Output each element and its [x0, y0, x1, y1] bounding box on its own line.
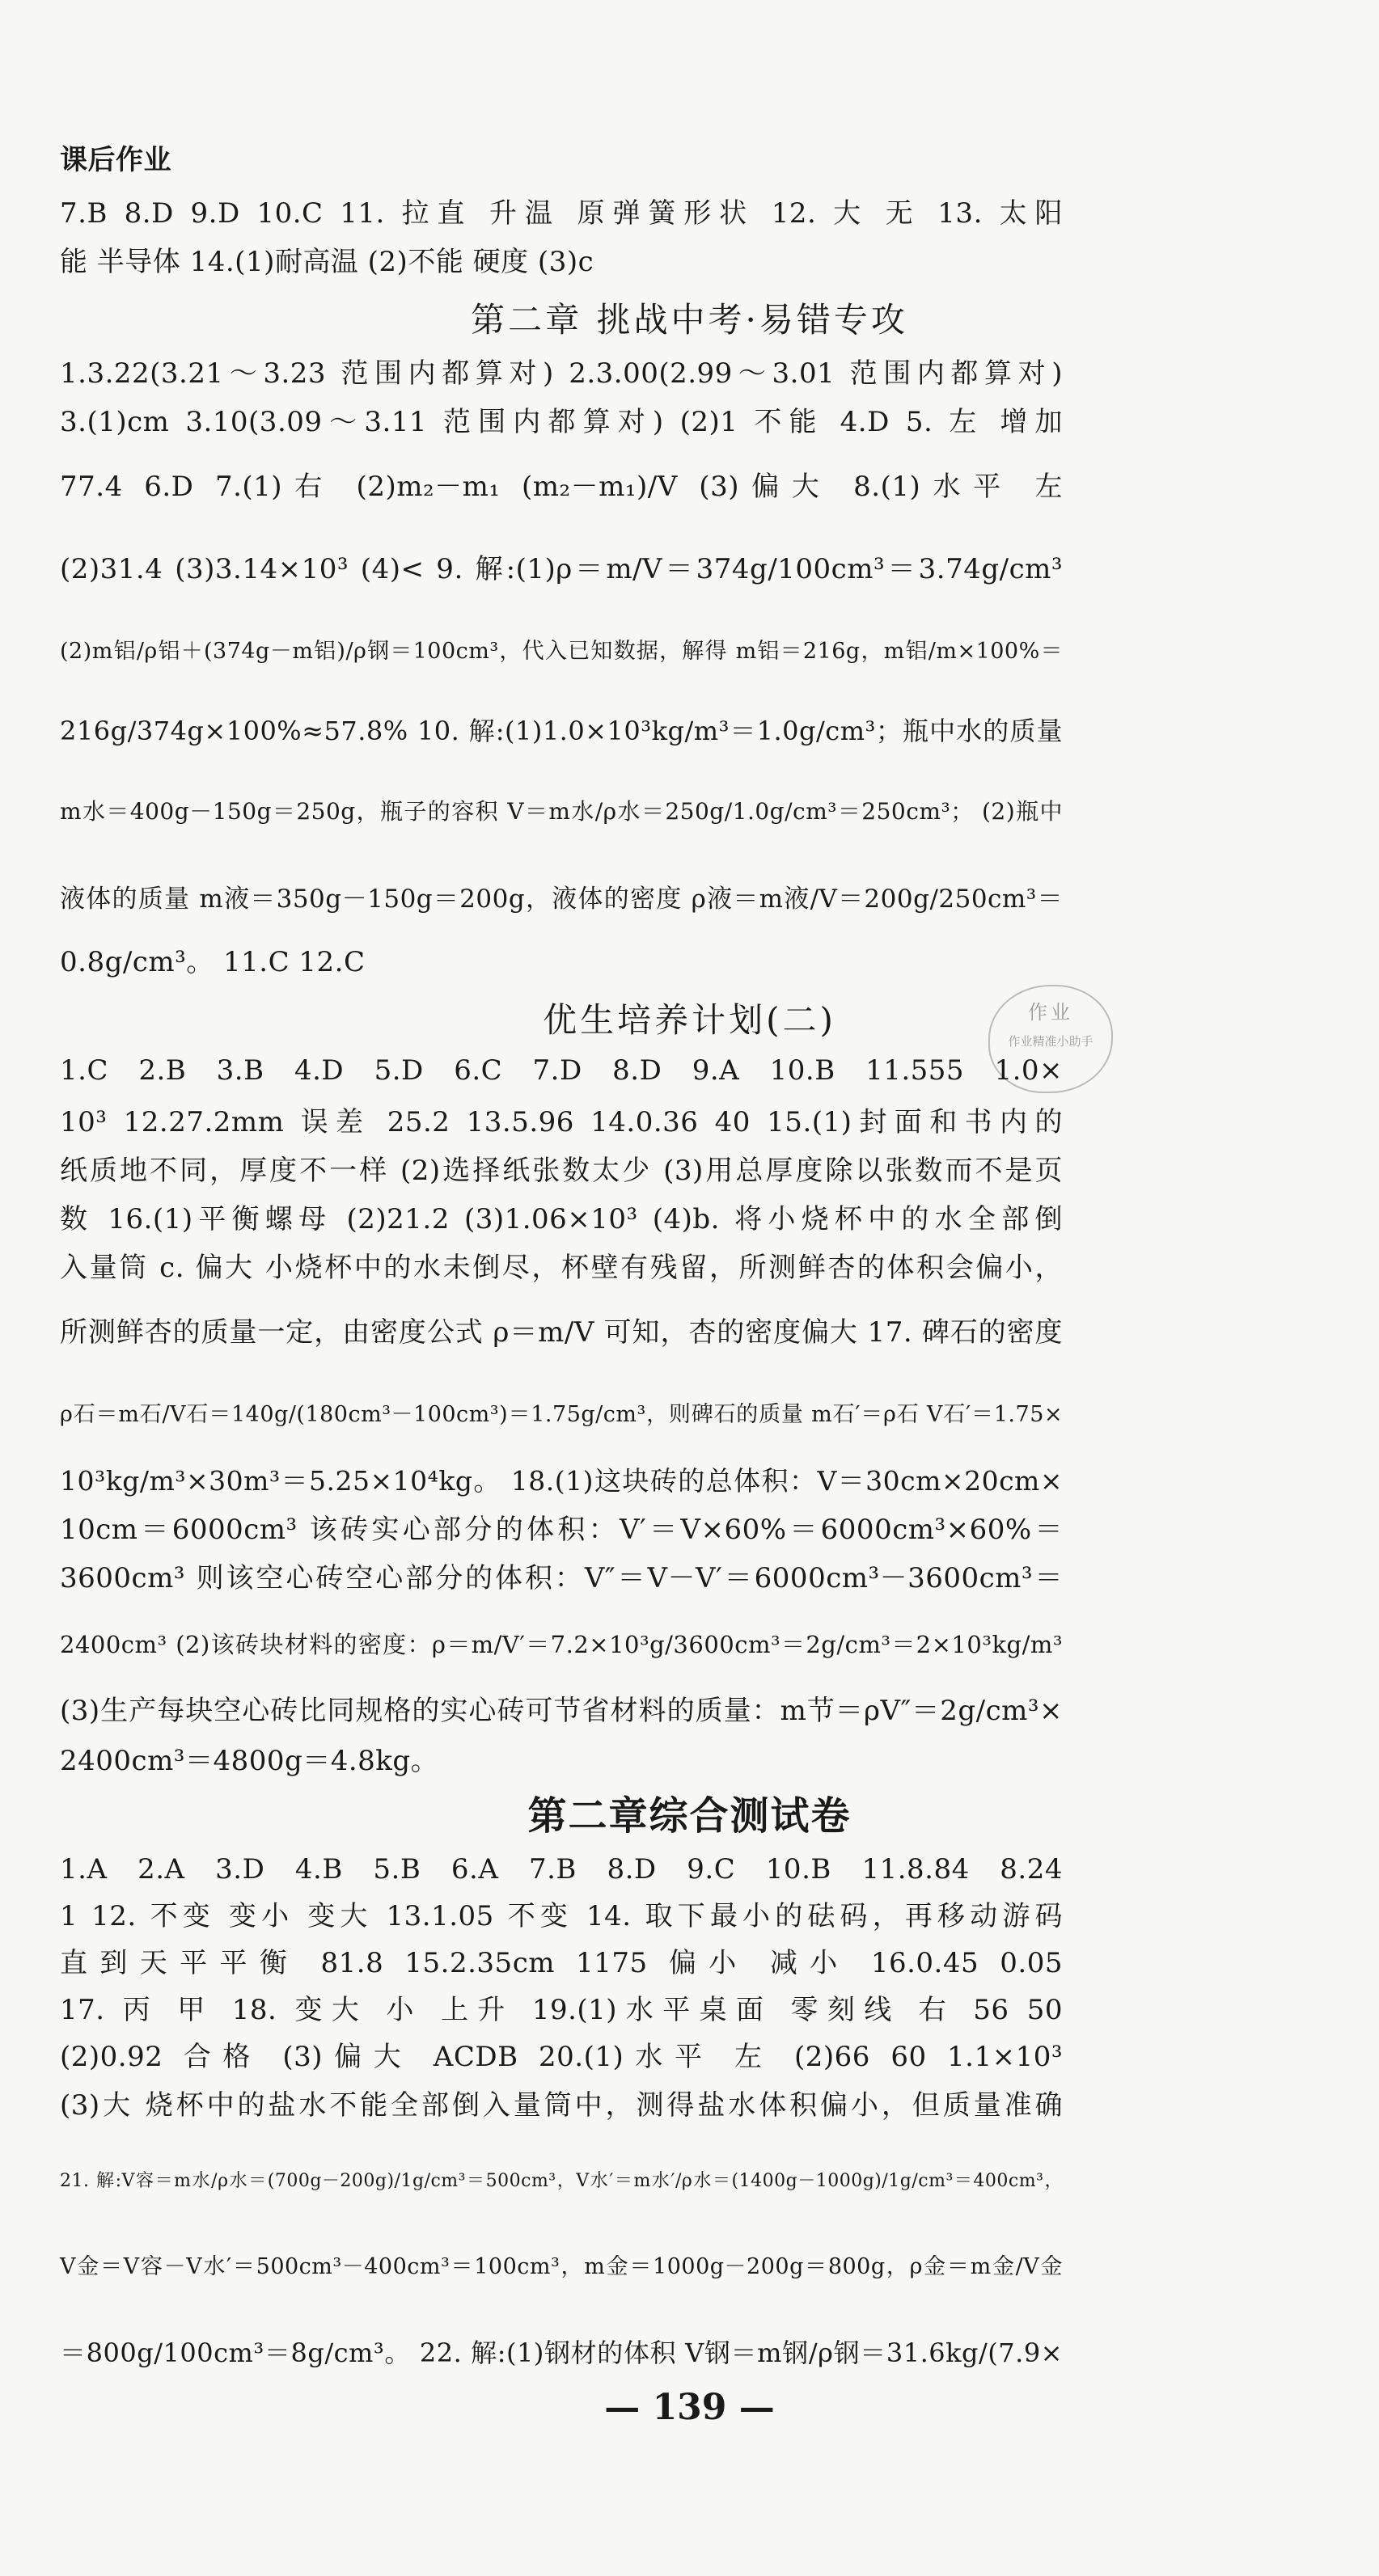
text-line: 能 半导体 14.(1)耐高温 (2)不能 硬度 (3)c	[60, 246, 594, 278]
text-line: 77.4 6.D 7.(1)右 (2)m₂－m₁ (m₂－m₁)/V (3)偏大 8.(1)水平 左	[60, 471, 1063, 503]
text-line: 10³kg/m³×30m³＝5.25×10⁴kg。 18.(1)这块砖的总体积：V＝30cm×20cm×	[60, 1465, 1063, 1497]
text-line: (3)生产每块空心砖比同规格的实心砖可节省材料的质量：m节＝ρV″＝2g/cm³×	[60, 1695, 1063, 1727]
text-line: 数 16.(1)平衡螺母 (2)21.2 (3)1.06×10³ (4)b. 将小烧杯中的水全部倒	[60, 1203, 1063, 1235]
text-line: 3600cm³ 则该空心砖空心部分的体积：V″＝V－V′＝6000cm³－3600cm³＝	[60, 1562, 1063, 1594]
text-line: 1.3.22(3.21～3.23 范围内都算对) 2.3.00(2.99～3.01 范围内都算对)	[60, 357, 1063, 390]
text-line: 21. 解:V容＝m水/ρ水＝(700g－200g)/1g/cm³＝500cm³，V水′＝m水′/ρ水＝(1400g－1000g)/1g/cm³＝400cm³，	[60, 2171, 1063, 2191]
text-line: 216g/374g×100%≈57.8% 10. 解:(1)1.0×10³kg/m³＝1.0g/cm³；瓶中水的质量	[60, 716, 1063, 746]
section-title-chapter2-errors: 第二章 挑战中考·易错专攻	[471, 300, 908, 340]
text-line: 10³ 12.27.2mm 误差 25.2 13.5.96 14.0.36 40 15.(1)封面和书内的	[60, 1106, 1063, 1138]
stamp-text: 作业	[1028, 1001, 1073, 1024]
text-line: 1.A 2.A 3.D 4.B 5.B 6.A 7.B 8.D 9.C 10.B 11.8.84 8.24	[60, 1853, 1063, 1886]
text-line: ＝800g/100cm³＝8g/cm³。 22. 解:(1)钢材的体积 V钢＝m钢/ρ钢＝31.6kg/(7.9×	[60, 2337, 1063, 2368]
text-line: m水＝400g－150g＝250g，瓶子的容积 V＝m水/ρ水＝250g/1.0g/cm³＝250cm³； (2)瓶中	[60, 798, 1063, 825]
text-line: 17. 丙 甲 18. 变大 小 上升 19.(1)水平桌面 零刻线 右 56 50	[60, 1994, 1063, 2026]
text-line: 2400cm³ (2)该砖块材料的密度：ρ＝m/V′＝7.2×10³g/3600cm³＝2g/cm³＝2×10³kg/m³	[60, 1631, 1063, 1658]
text-line: (2)0.92 合格 (3)偏大 ACDB 20.(1)水平 左 (2)66 60 1.1×10³	[60, 2041, 1063, 2073]
text-line: 入量筒 c. 偏大 小烧杯中的水未倒尽，杯壁有残留，所测鲜杏的体积会偏小，	[60, 1252, 1063, 1284]
text-line: 1.C 2.B 3.B 4.D 5.D 6.C 7.D 8.D 9.A 10.B 11.555 1.0×	[60, 1054, 1063, 1087]
text-line: ρ石＝m石/V石＝140g/(180cm³－100cm³)＝1.75g/cm³，则碑石的质量 m石′＝ρ石 V石′＝1.75×	[60, 1402, 1063, 1427]
text-line: 1 12. 不变 变小 变大 13.1.05 不变 14. 取下最小的砝码，再移动游码	[60, 1900, 1063, 1932]
text-line: 7.B 8.D 9.D 10.C 11. 拉直 升温 原弹簧形状 12. 大 无 13. 太阳	[60, 197, 1063, 230]
text-line: V金＝V容－V水′＝500cm³－400cm³＝100cm³，m金＝1000g－200g＝800g，ρ金＝m金/V金	[60, 2254, 1063, 2279]
text-line: (2)m铝/ρ铝＋(374g－m铝)/ρ钢＝100cm³，代入已知数据，解得 m铝＝216g，m铝/m×100%＝	[60, 639, 1063, 664]
text-line: 2400cm³＝4800g＝4.8kg。	[60, 1745, 439, 1777]
section-title-homework: 课后作业	[60, 144, 171, 176]
text-line: 3.(1)cm 3.10(3.09～3.11 范围内都算对) (2)1 不能 4.D 5. 左 增加	[60, 406, 1063, 438]
text-line: 直到天平平衡 81.8 15.2.35cm 1175 偏小 减小 16.0.45 0.05	[60, 1947, 1063, 1979]
text-line: 所测鲜杏的质量一定，由密度公式 ρ＝m/V 可知，杏的密度偏大 17. 碑石的密度	[60, 1316, 1063, 1349]
section-title-excellent-plan: 优生培养计划(二)	[543, 1000, 836, 1040]
text-line: 液体的质量 m液＝350g－150g＝200g，液体的密度 ρ液＝m液/V＝200g/250cm³＝	[60, 885, 1063, 914]
text-line: 纸质地不同，厚度不一样 (2)选择纸张数太少 (3)用总厚度除以张数而不是页	[60, 1155, 1063, 1187]
section-title-chapter2-test: 第二章综合测试卷	[527, 1793, 852, 1839]
text-line: (2)31.4 (3)3.14×10³ (4)< 9. 解:(1)ρ＝m/V＝374g/100cm³＝3.74g/cm³	[60, 553, 1063, 585]
stamp-subtext: 作业精准小助手	[1008, 1034, 1093, 1049]
page-number: — 139 —	[604, 2387, 775, 2428]
text-line: 0.8g/cm³。 11.C 12.C	[60, 946, 366, 978]
text-line: (3)大 烧杯中的盐水不能全部倒入量筒中，测得盐水体积偏小，但质量准确	[60, 2089, 1063, 2122]
text-line: 10cm＝6000cm³ 该砖实心部分的体积：V′＝V×60%＝6000cm³×60%＝	[60, 1514, 1063, 1546]
